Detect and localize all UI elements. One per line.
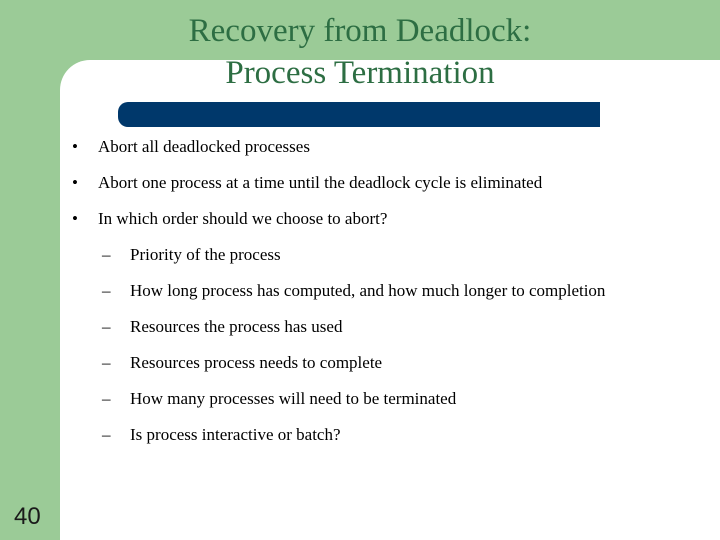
dash-marker: – <box>102 245 111 264</box>
bullet-text: In which order should we choose to abort? <box>98 209 388 228</box>
slide-title <box>90 10 630 94</box>
bullet-item <box>72 137 632 157</box>
sub-bullet-text: How long process has computed, and how much longer to completion <box>130 281 606 300</box>
page-number: 40 <box>14 503 41 530</box>
sub-bullet-item <box>102 425 620 445</box>
title-underline-bar <box>118 102 600 127</box>
sub-bullet-item <box>102 281 620 301</box>
bullet-list <box>72 137 632 461</box>
dash-marker: – <box>102 389 111 408</box>
bullet-marker: • <box>72 173 78 192</box>
sub-bullet-text: Priority of the process <box>130 245 281 264</box>
dash-marker: – <box>102 425 111 444</box>
bullet-marker: • <box>72 137 78 156</box>
bullet-marker: • <box>72 209 78 228</box>
sub-bullet-item <box>102 353 620 373</box>
sub-bullet-item <box>102 245 620 265</box>
bullet-text: Abort all deadlocked processes <box>98 137 310 156</box>
sub-bullet-text: How many processes will need to be terminated <box>130 389 457 408</box>
sub-bullet-text: Resources process needs to complete <box>130 353 383 372</box>
dash-marker: – <box>102 281 111 300</box>
bullet-text: Abort one process at a time until the deadlock cycle is eliminated <box>98 173 543 192</box>
dash-marker: – <box>102 353 111 372</box>
left-sidebar-band <box>0 0 60 540</box>
sub-bullet-item <box>102 389 620 409</box>
bullet-item <box>72 209 632 445</box>
slide-title-line-1: Recovery from Deadlock: <box>188 13 532 49</box>
dash-marker: – <box>102 317 111 336</box>
slide-title-line-2: Process Termination <box>225 55 495 91</box>
bullet-item <box>72 173 632 193</box>
sub-bullet-list <box>102 245 632 445</box>
sub-bullet-text: Resources the process has used <box>130 317 343 336</box>
sub-bullet-text: Is process interactive or batch? <box>130 425 341 444</box>
sub-bullet-item <box>102 317 620 337</box>
